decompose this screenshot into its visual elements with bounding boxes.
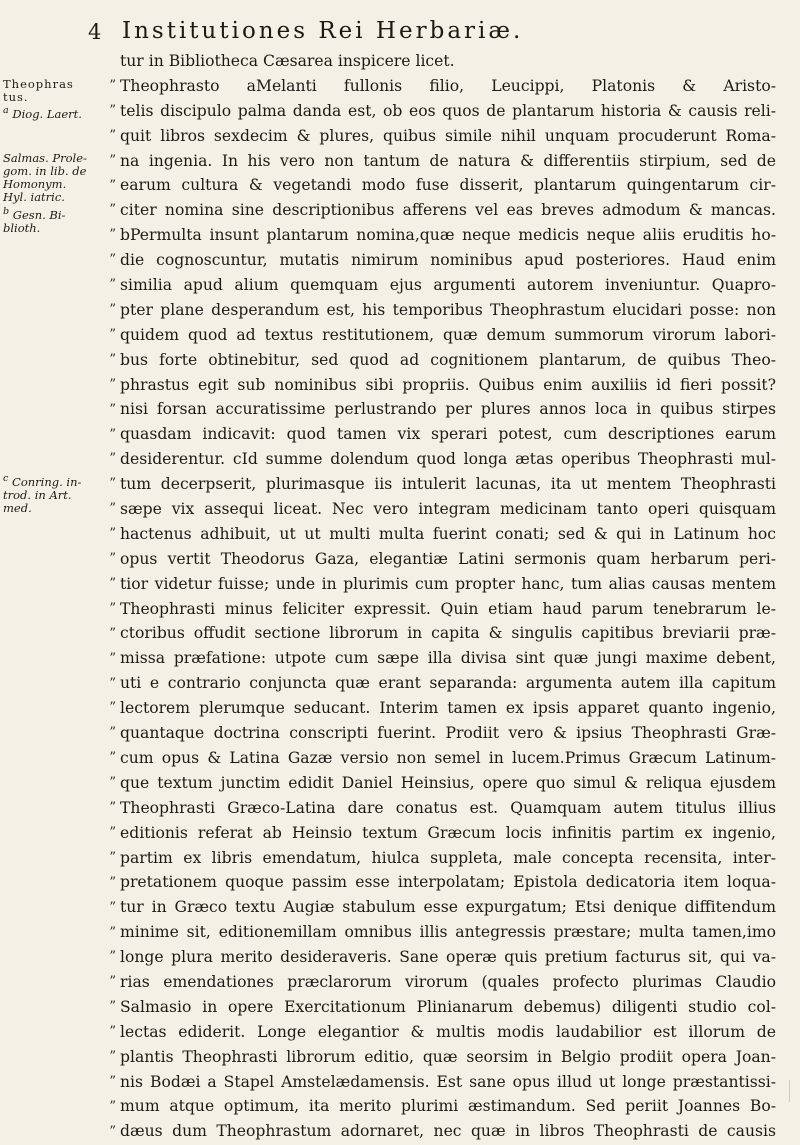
quote-mark: ”: [109, 77, 116, 93]
text-line: Salmasio in opere Exercitationum Plinianarum debemus) diligenti studio col-: [120, 997, 776, 1016]
quote-mark: ”: [109, 700, 116, 716]
running-header: [88, 18, 778, 48]
text-line: citer nomina sine descriptionibus afferens vel eas breves admodum & mancas.: [120, 201, 776, 220]
text-line: que textum junctim edidit Daniel Heinsius, opere quo simul & reliqua ejusdem: [120, 773, 776, 792]
text-line: uti e contrario conjuncta quæ erant separanda: argumenta autem illa capitum: [120, 674, 776, 693]
text-line: Theophrasto aMelanti fullonis filio, Leucippi, Platonis & Aristo-: [120, 76, 776, 95]
quote-mark: ”: [109, 351, 116, 367]
note-text: Salmas. Prole-gom. in lib. de Homonym. Hyl. iatric.: [3, 151, 87, 204]
quote-mark: ”: [109, 924, 116, 940]
running-title: Institutiones Rei Herbariæ.: [122, 18, 524, 44]
quote-mark: ”: [109, 376, 116, 392]
text-line: bPermulta insunt plantarum nomina,quæ neque medicis neque aliis eruditis ho-: [120, 226, 776, 245]
text-line: dæus dum Theophrastum adornaret, nec quæ in libros Theophrasti de causis: [120, 1122, 776, 1141]
quote-mark: ”: [109, 401, 116, 417]
quote-mark: ”: [109, 575, 116, 591]
text-line: plantis Theophrasti librorum editio, quæ seorsim in Belgio prodiit opera Joan-: [120, 1047, 776, 1066]
text-line: quantaque doctrina conscripti fuerint. Prodiit vero & ipsius Theophrasti Græ-: [120, 724, 776, 743]
quote-mark: ”: [109, 202, 116, 218]
quote-mark: ”: [109, 1024, 116, 1040]
text-line: nis Bodæi a Stapel Amstelædamensis. Est sane opus illud ut longe præstantissi-: [120, 1072, 776, 1091]
quote-mark: ”: [109, 476, 116, 492]
quote-mark: ”: [109, 1049, 116, 1064]
quote-mark: ”: [109, 152, 116, 168]
text-line: pter plane desperandum est, his temporibus Theophrastum elucidari posse: non: [120, 300, 776, 319]
note-mark: a: [3, 105, 9, 116]
text-line: partim ex libris emendatum, hiulca suppleta, male concepta recensita, inter-: [120, 848, 776, 867]
text-line: sæpe vix assequi liceat. Nec vero integram medicinam tanto operi quisquam: [120, 500, 776, 519]
note-text: Conring. in-trod. in Art. med.: [3, 474, 82, 515]
page-number: 4: [88, 20, 102, 44]
body-text: [120, 49, 776, 1144]
text-line: phrastus egit sub nominibus sibi propriis. Quibus enim auxiliis id fieri possit?: [120, 375, 776, 394]
text-line: lectas ediderit. Longe elegantior & multis modis laudabilior est illorum de: [120, 1022, 776, 1041]
note-text: Diog. Laert.: [12, 106, 82, 121]
text-line: tior videtur fuisse; unde in plurimis cum propter hanc, tum alias causas mentem: [120, 574, 776, 593]
quote-mark: ”: [109, 451, 116, 467]
text-line: Theophrasti minus feliciter expressit. Quin etiam haud parum tenebrarum le-: [120, 599, 776, 618]
note-mark: b: [3, 206, 10, 217]
quote-mark: ”: [109, 177, 116, 193]
text-line: missa præfatione: utpote cum sæpe illa divisa sint quæ jungi maxime debent,: [120, 649, 776, 668]
text-line: nisi forsan accuratissime perlustrando per plures annos loca in quibus stirpes: [120, 400, 776, 419]
text-line: lectorem plerumque seducant. Interim tamen ex ipsis apparet quanto ingenio,: [120, 699, 776, 718]
text-line: bus forte obtinebitur, sed quod ad cognitionem plantarum, de quibus Theo-: [120, 350, 776, 369]
quote-mark: ”: [109, 949, 116, 965]
text-line: cum opus & Latina Gazæ versio non semel in lucem.Primus Græcum Latinum-: [120, 748, 776, 767]
text-line: quasdam indicavit: quod tamen vix sperari potest, cum descriptiones earum: [120, 425, 776, 444]
quote-mark: ”: [109, 526, 116, 542]
text-line: quidem quod ad textus restitutionem, quæ demum summorum virorum labori-: [120, 325, 776, 344]
text-line: longe plura merito desideraveris. Sane operæ quis pretium facturus sit, qui va-: [120, 948, 776, 967]
text-line: ctoribus offudit sectione librorum in capita & singulis capitibus breviarii præ-: [120, 624, 776, 643]
quote-mark: ”: [109, 999, 116, 1015]
quote-mark: ”: [109, 277, 116, 293]
margin-label: Theophras tus.: [3, 77, 74, 104]
quote-mark: ”: [109, 650, 116, 666]
text-line: tum decerpserit, plurimasque iis intulerit lacunas, ita ut mentem Theophrasti: [120, 475, 776, 494]
quote-mark: ”: [109, 127, 116, 143]
text-line: tur in Bibliotheca Cæsarea inspicere licet.: [120, 52, 455, 70]
note-mark: c: [3, 473, 9, 484]
note-text: Gesn. Bi-blioth.: [3, 207, 66, 235]
quote-mark: ”: [109, 775, 116, 791]
margin-note: [3, 472, 93, 515]
margin-note: [3, 104, 93, 121]
text-line: similia apud alium quemquam ejus argumenti autorem inveniuntur. Quapro-: [120, 276, 776, 295]
text-line: hactenus adhibuit, ut ut multi multa fuerint conati; sed & qui in Latinum hoc: [120, 524, 776, 543]
quote-mark: ”: [109, 750, 116, 766]
quote-mark: ”: [109, 551, 116, 566]
text-line: editionis referat ab Heinsio textum Græcum locis infinitis partim ex ingenio,: [120, 823, 776, 842]
quote-mark: ”: [109, 227, 116, 243]
quote-mark: ”: [109, 849, 116, 865]
quote-mark: ”: [109, 252, 116, 268]
text-line: desiderentur. cId summe dolendum quod longa ætas operibus Theophrasti mul-: [120, 450, 776, 469]
text-line: telis discipulo palma danda est, ob eos quos de plantarum historia & causis reli-: [120, 101, 776, 120]
quote-mark: ”: [109, 102, 116, 118]
quote-mark: ”: [109, 800, 116, 815]
margin-note: [3, 152, 93, 204]
quote-mark: ”: [109, 675, 116, 691]
quote-mark: ”: [109, 899, 116, 915]
quote-mark: ”: [109, 1098, 116, 1114]
text-line: mum atque optimum, ita merito plurimi æstimandum. Sed periit Joannes Bo-: [120, 1097, 776, 1116]
quote-mark: ”: [109, 824, 116, 840]
text-line: opus vertit Theodorus Gaza, elegantiæ Latini sermonis quam herbarum peri-: [120, 549, 776, 568]
quote-mark: ”: [109, 974, 116, 990]
page-edge-mark: [773, 1080, 790, 1102]
text-line: na ingenia. In his vero non tantum de natura & differentiis stirpium, sed de: [120, 151, 776, 170]
text-line: rias emendationes præclarorum virorum (quales profecto plurimas Claudio: [120, 972, 776, 991]
quote-mark: ”: [109, 326, 116, 342]
quote-mark: ”: [109, 874, 116, 890]
quote-mark: ”: [109, 302, 116, 317]
quote-mark: ”: [109, 426, 116, 442]
margin-note: [3, 205, 93, 235]
text-line: tur in Græco textu Augiæ stabulum esse expurgatum; Etsi denique diffitendum: [120, 898, 776, 917]
quote-mark: ”: [109, 501, 116, 517]
text-line: Theophrasti Græco-Latina dare conatus est. Quamquam autem titulus illius: [120, 798, 776, 817]
quote-mark: ”: [109, 1123, 116, 1139]
text-line: die cognoscuntur, mutatis nimirum nominibus apud posteriores. Haud enim: [120, 251, 776, 270]
text-line: minime sit, editionemillam omnibus illis antegressis præstare; multa tamen,imo: [120, 923, 776, 942]
quote-mark: ”: [109, 600, 116, 616]
text-line: earum cultura & vegetandi modo fuse disserit, plantarum quingentarum cir-: [120, 176, 776, 195]
quote-mark: ”: [109, 725, 116, 741]
quote-mark: ”: [109, 1073, 116, 1089]
text-line: quit libros sexdecim & plures, quibus simile nihil unquam procuderunt Roma-: [120, 126, 776, 145]
text-line: pretationem quoque passim esse interpolatam; Epistola dedicatoria item loqua-: [120, 873, 776, 892]
quote-mark: ”: [109, 625, 116, 641]
